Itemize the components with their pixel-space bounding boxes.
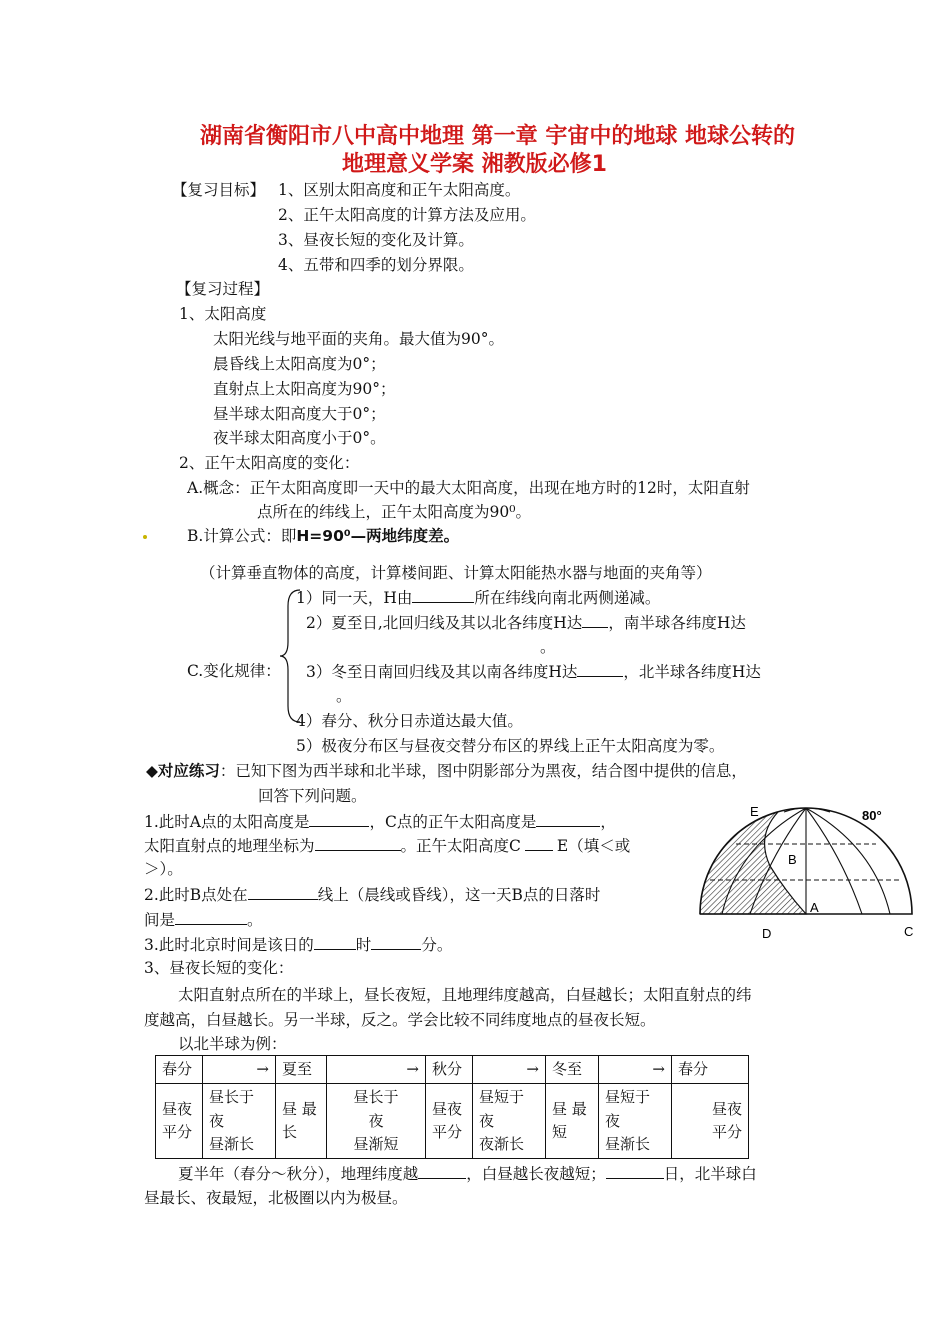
formula-note: （计算垂直物体的高度，计算楼间距、计算太阳能热水器与地面的夹角等）	[200, 564, 712, 582]
cell-line: 昼 最	[552, 1099, 587, 1118]
label-b: B	[788, 852, 797, 867]
rule-3-text-mid: ，北半球各纬度H达	[623, 663, 761, 681]
q1-text-end: ，	[600, 813, 616, 831]
table-cell: 冬至	[546, 1056, 599, 1084]
blank-line[interactable]	[418, 1164, 466, 1179]
daylength-heading: 3、昼夜长短的变化：	[144, 959, 294, 977]
rule-1	[296, 588, 660, 608]
noon-concept-line2: 点所在的纬线上，正午太阳高度为90⁰。	[257, 503, 531, 521]
label-d: D	[762, 926, 772, 941]
rule-5: 5）极夜分布区与昼夜交替分布区的界线上正午太阳高度为零。	[296, 737, 725, 755]
summary-text: 夏半年（春分～秋分），地理纬度越	[178, 1165, 419, 1183]
daylength-para-line1: 太阳直射点所在的半球上，昼长夜短，且地理纬度越高，白昼越长；太阳直射点的纬	[178, 986, 752, 1004]
formula-line	[187, 527, 459, 546]
table-cell	[327, 1084, 426, 1159]
summary-text-end: 日，北半球白	[663, 1165, 757, 1183]
label-c: C	[904, 924, 914, 939]
table-cell	[276, 1084, 327, 1159]
blank-line[interactable]	[314, 935, 356, 950]
cell-line: 昼夜	[162, 1099, 193, 1118]
table-cell	[203, 1084, 276, 1159]
objective-item: 2、正午太阳高度的计算方法及应用。	[278, 206, 536, 224]
rule-2-text: 2）夏至日,北回归线及其以北各纬度H达	[306, 614, 583, 632]
cell-line: 平分	[432, 1123, 463, 1142]
cell-line: 昼渐长	[209, 1134, 255, 1153]
q3-text: 3.此时北京时间是该日的	[144, 936, 314, 954]
rules-label: C.变化规律：	[187, 662, 281, 680]
blank-line[interactable]	[315, 836, 401, 851]
page-title-line1: 湖南省衡阳市八中高中地理 第一章 宇宙中的地球 地球公转的	[200, 124, 795, 149]
cell-line: 夜	[368, 1111, 384, 1130]
cell-line: 昼渐长	[605, 1134, 651, 1153]
q3-text-mid: 时	[355, 936, 372, 954]
meridian	[806, 808, 862, 914]
summer-half-line2: 昼最长、夜最短，北极圈以内为极昼。	[144, 1189, 408, 1207]
label-e: E	[750, 804, 759, 819]
sun-height-line: 昼半球太阳高度大于0°；	[213, 405, 386, 423]
table-row	[156, 1056, 749, 1084]
blank-line[interactable]	[606, 1164, 664, 1179]
table-row	[156, 1084, 749, 1159]
q3-text-end: 分。	[421, 936, 453, 954]
q1-text-end: E（填＜或	[556, 837, 631, 855]
blank-line[interactable]	[536, 812, 600, 827]
cell-line: 昼夜	[711, 1099, 742, 1118]
blank-line[interactable]	[525, 836, 553, 851]
rule-2-text-mid: ，南半球各纬度H达	[608, 614, 746, 632]
cell-line: 平分	[711, 1123, 742, 1142]
q2-text-end: 。	[247, 911, 263, 929]
table-cell: 秋分	[426, 1056, 473, 1084]
objective-item: 1、区别太阳高度和正午太阳高度。	[278, 181, 521, 199]
stray-dot	[143, 535, 147, 539]
rule-2-end: 。	[540, 638, 556, 656]
question-2-line2	[144, 910, 263, 930]
table-cell	[672, 1084, 749, 1159]
sun-height-line: 太阳光线与地平面的夹角。最大值为90°。	[213, 330, 504, 348]
practice-intro	[146, 762, 747, 781]
cell-line: 短	[552, 1123, 568, 1142]
noon-concept-line1: A.概念：正午太阳高度即一天中的最大太阳高度，出现在地方时的12时，太阳直射	[187, 479, 750, 497]
rule-1-text-end: 所在纬线向南北两侧递减。	[474, 589, 661, 607]
arrow-cell: →	[327, 1056, 426, 1084]
objective-item: 4、五带和四季的划分界限。	[278, 256, 474, 274]
table-cell: 春分	[672, 1056, 749, 1084]
rule-1-text: 1）同一天，H由	[296, 589, 413, 607]
q1-text-mid: ，C点的正午太阳高度是	[369, 813, 537, 831]
table-cell: 春分	[156, 1056, 203, 1084]
rule-4: 4）春分、秋分日赤道达最大值。	[296, 712, 523, 730]
cell-line: 昼长于	[353, 1088, 399, 1107]
label-a: A	[810, 900, 819, 915]
cell-line: 昼夜	[432, 1099, 463, 1118]
table-cell	[426, 1084, 473, 1159]
question-3	[144, 935, 452, 955]
table-cell	[599, 1084, 672, 1159]
blank-line[interactable]	[248, 885, 318, 900]
label-80: 80°	[862, 808, 882, 823]
summary-text-mid: ，白昼越长夜越短；	[466, 1165, 606, 1183]
cell-line: 平分	[162, 1123, 193, 1142]
cell-line: 夜渐长	[479, 1134, 525, 1153]
sun-height-line: 晨昏线上太阳高度为0°；	[213, 355, 386, 373]
arrow-cell: →	[203, 1056, 276, 1084]
table-cell: 夏至	[276, 1056, 327, 1084]
practice-label: ◆对应练习	[146, 762, 220, 780]
meridian	[806, 808, 890, 914]
question-1-line1	[144, 812, 616, 832]
page-title-line2: 地理意义学案 湘教版必修1	[342, 152, 607, 177]
q2-text: 2.此时B点处在	[144, 886, 248, 904]
rule-3-text: 3）冬至日南回归线及其以南各纬度H达	[306, 663, 578, 681]
cell-line: 昼短于	[479, 1088, 525, 1107]
sun-height-line: 夜半球太阳高度小于0°。	[213, 429, 386, 447]
sun-height-line: 直射点上太阳高度为90°；	[213, 380, 396, 398]
blank-line[interactable]	[309, 812, 369, 827]
q1-text: 1.此时A点的太阳高度是	[144, 813, 310, 831]
table-cell	[156, 1084, 203, 1159]
practice-intro-line2: 回答下列问题。	[258, 787, 367, 805]
question-1-line3: ＞）。	[144, 860, 183, 878]
practice-intro-text: ：已知下图为西半球和北半球，图中阴影部分为黑夜，结合图中提供的信息，	[219, 762, 747, 780]
blank-line[interactable]	[412, 588, 474, 603]
blank-line[interactable]	[577, 662, 623, 677]
blank-line[interactable]	[175, 910, 247, 925]
objectives-label: 【复习目标】	[172, 181, 266, 199]
daylength-example: 以北半球为例：	[178, 1035, 287, 1053]
sun-height-heading: 1、太阳高度	[179, 305, 267, 323]
q1-text: 太阳直射点的地理坐标为	[144, 837, 315, 855]
rule-2	[306, 613, 746, 633]
hemisphere-diagram	[690, 796, 928, 946]
q2-text: 间是	[144, 911, 176, 929]
formula-text: H=90⁰—两地纬度差。	[296, 527, 460, 545]
cell-line: 昼短于	[605, 1088, 651, 1107]
seasons-table	[155, 1055, 749, 1159]
cell-line: 夜	[479, 1111, 495, 1130]
cell-line: 夜	[605, 1111, 621, 1130]
q1-text-mid: 。正午太阳高度C	[400, 837, 521, 855]
table-cell	[473, 1084, 546, 1159]
noon-heading: 2、正午太阳高度的变化：	[179, 454, 360, 472]
rule-3-end: 。	[336, 687, 352, 705]
cell-line: 昼渐短	[353, 1134, 399, 1153]
cell-line: 昼 最	[282, 1099, 317, 1118]
cell-line: 长	[282, 1123, 298, 1142]
table-cell	[546, 1084, 599, 1159]
question-2-line1	[144, 885, 600, 905]
formula-prefix: B.计算公式：即	[187, 527, 297, 545]
blank-line[interactable]	[582, 613, 608, 628]
summer-half-line1	[178, 1164, 757, 1184]
daylength-para-line2: 度越高，白昼越长。另一半球，反之。学会比较不同纬度地点的昼夜长短。	[144, 1011, 656, 1029]
question-1-line2	[144, 836, 630, 856]
cell-line: 夜	[209, 1111, 225, 1130]
q2-text-mid: 线上（晨线或昏线），这一天B点的日落时	[317, 886, 601, 904]
arrow-cell: →	[473, 1056, 546, 1084]
cell-line: 昼长于	[209, 1088, 255, 1107]
rule-3	[306, 662, 761, 682]
objective-item: 3、昼夜长短的变化及计算。	[278, 231, 474, 249]
process-label: 【复习过程】	[176, 280, 270, 298]
arrow-cell: →	[599, 1056, 672, 1084]
blank-line[interactable]	[371, 935, 421, 950]
